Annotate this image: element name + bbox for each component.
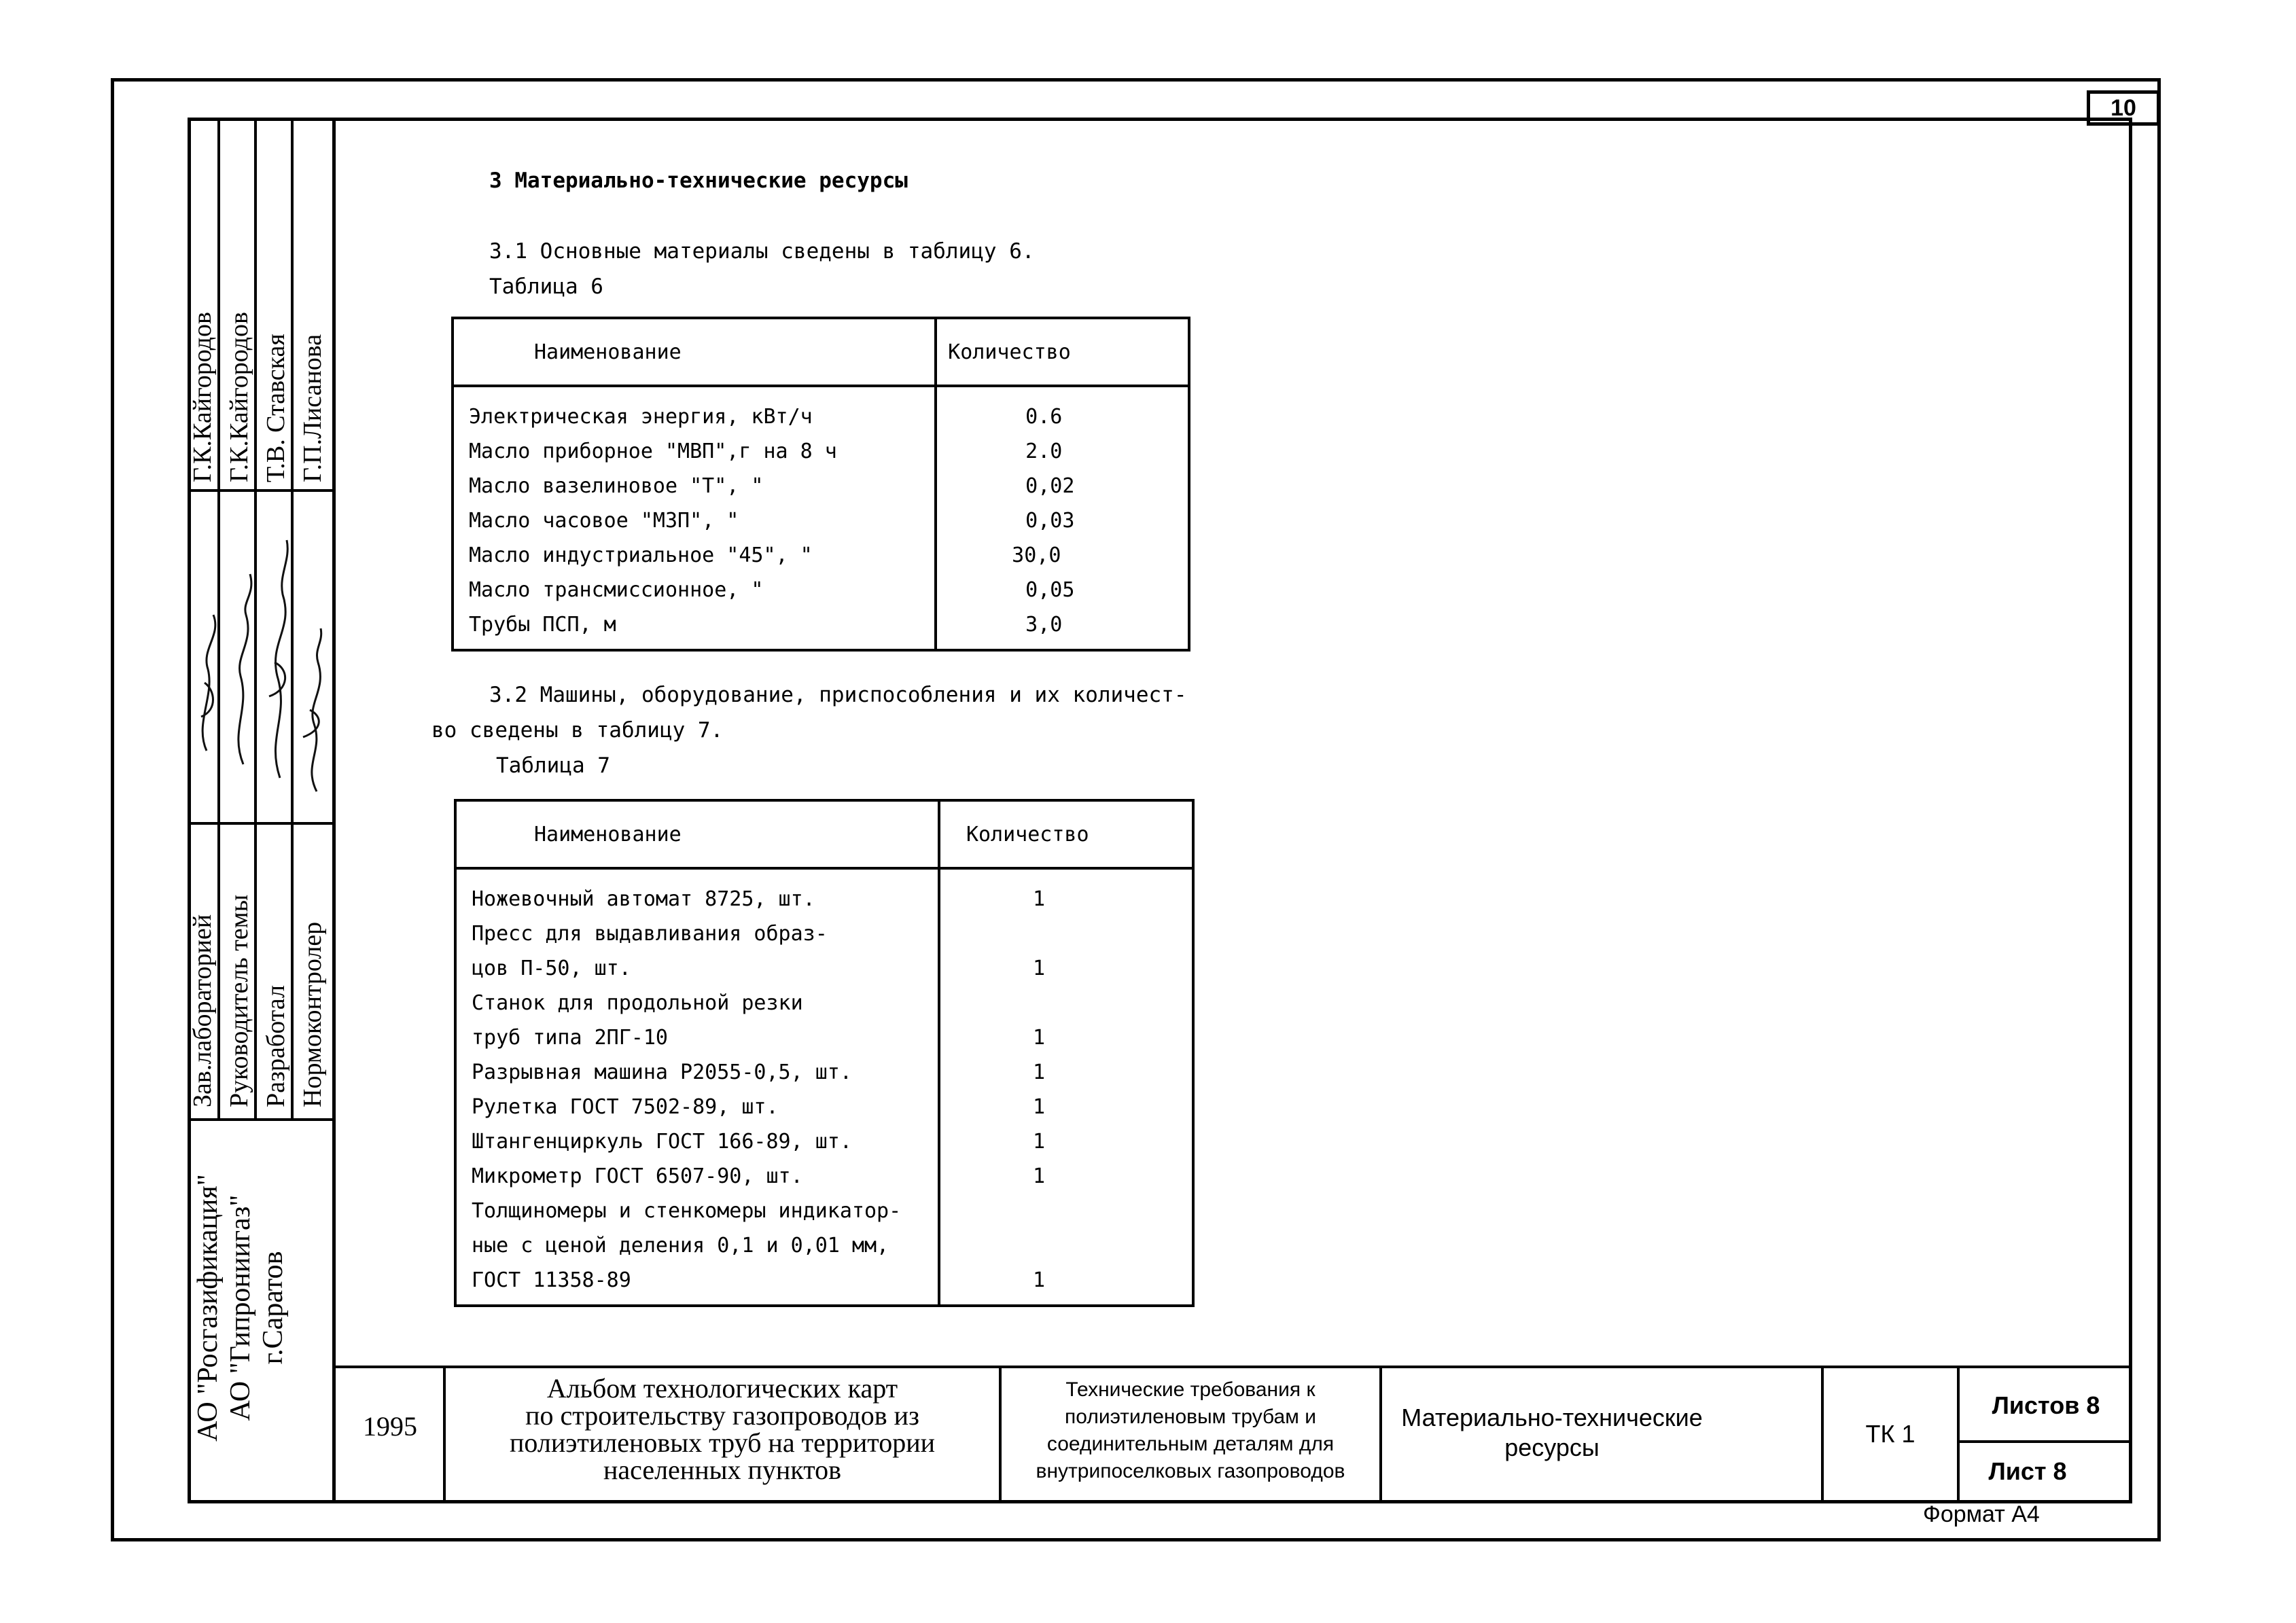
table-row <box>455 1020 1193 1055</box>
cell-qty: 1 <box>939 868 1193 916</box>
table-row <box>453 386 1189 434</box>
cell-name: ные с ценой деления 0,1 и 0,01 мм, <box>455 1228 939 1263</box>
signature-scribbles <box>188 493 336 822</box>
cell-qty: 3,0 <box>936 607 1189 650</box>
cell-qty: 1 <box>939 1055 1193 1090</box>
stamp-divider <box>188 489 336 492</box>
cell-name: Масло вазелиновое "Т", " <box>453 469 936 503</box>
requirements-line: полиэтиленовым трубам и <box>1065 1406 1316 1428</box>
album-line: населенных пунктов <box>603 1455 842 1485</box>
stamp-name: Г.К.Кайгородов <box>225 312 253 482</box>
header-qty: Количество <box>936 318 1189 386</box>
cell-name: Пресс для выдавливания образ- <box>455 916 939 951</box>
header-name: Наименование <box>453 318 936 386</box>
paper-format: Формат А4 <box>1923 1501 2040 1527</box>
cell-qty: 0,05 <box>936 573 1189 607</box>
document-code: ТК 1 <box>1865 1420 1915 1448</box>
album-line: по строительству газопроводов из <box>525 1400 919 1431</box>
page-number: 10 <box>2087 90 2160 126</box>
stamp-name: Г.П.Лисанова <box>298 334 327 482</box>
cell-name: Станок для продольной резки <box>455 986 939 1020</box>
requirements-line: соединительным деталям для <box>1046 1433 1335 1455</box>
cell-qty: 1 <box>939 1090 1193 1124</box>
table-header <box>455 800 1193 868</box>
title-block-top-line <box>336 1366 2132 1368</box>
stamp-role: Разработал <box>262 985 290 1107</box>
cell-name: Рулетка ГОСТ 7502-89, шт. <box>455 1090 939 1124</box>
cell-name: Толщиномеры и стенкомеры индикатор- <box>455 1194 939 1228</box>
cell-name: Масло часовое "МЗП", " <box>453 503 936 538</box>
table7-caption: Таблица 7 <box>496 753 610 778</box>
stamp-role: Зав.лабораторией <box>188 914 217 1107</box>
table-row <box>455 1055 1193 1090</box>
table-row <box>455 1228 1193 1263</box>
cell-name: Масло трансмиссионное, " <box>453 573 936 607</box>
document-title-line: Материально-технические <box>1401 1404 1703 1431</box>
organization <box>192 1138 289 1478</box>
album-title <box>446 1375 999 1484</box>
requirements-line: внутрипоселковых газопроводов <box>1036 1460 1345 1482</box>
cell-qty <box>939 986 1193 1020</box>
cell-qty <box>939 916 1193 951</box>
paragraph-3-2-line2: во сведены в таблицу 7. <box>431 718 724 743</box>
org-line: АО "Росгазификация" <box>192 1174 224 1442</box>
document-title-line: ресурсы <box>1504 1433 1600 1461</box>
title-block-divider <box>1957 1440 2132 1443</box>
cell-name: труб типа 2ПГ-10 <box>455 1020 939 1055</box>
paragraph-3-1: 3.1 Основные материалы сведены в таблицу 6. <box>489 239 1035 264</box>
table-row <box>455 1263 1193 1306</box>
cell-qty: 30,0 <box>936 538 1189 573</box>
table-6 <box>451 317 1190 652</box>
table-row <box>453 469 1189 503</box>
year: 1995 <box>363 1411 417 1442</box>
cell-qty: 0,02 <box>936 469 1189 503</box>
cell-qty <box>939 1194 1193 1228</box>
table6-caption: Таблица 6 <box>489 274 603 299</box>
table-7 <box>454 799 1195 1307</box>
table-row <box>455 868 1193 916</box>
sheet-number: Лист 8 <box>1988 1457 2067 1485</box>
cell-name: Разрывная машина Р2055-0,5, шт. <box>455 1055 939 1090</box>
table-row <box>455 1124 1193 1159</box>
table-row <box>453 503 1189 538</box>
header-qty: Количество <box>939 800 1193 868</box>
sheets-total: Листов 8 <box>1992 1391 2100 1419</box>
table-row <box>455 1159 1193 1194</box>
table-row <box>453 607 1189 650</box>
paragraph-3-2-line1: 3.2 Машины, оборудование, приспособления и их количест- <box>489 683 1187 707</box>
table-row <box>455 916 1193 951</box>
cell-qty: 1 <box>939 1020 1193 1055</box>
cell-qty: 1 <box>939 1124 1193 1159</box>
stamp-name: Г.К.Кайгородов <box>188 312 217 482</box>
header-name: Наименование <box>455 800 939 868</box>
table-row <box>453 538 1189 573</box>
cell-name: Масло индустриальное "45", " <box>453 538 936 573</box>
table-row <box>453 573 1189 607</box>
stamp-divider <box>188 822 336 825</box>
table-row <box>455 951 1193 986</box>
stamp-role: Нормоконтролер <box>298 921 327 1107</box>
cell-name: ГОСТ 11358-89 <box>455 1263 939 1306</box>
cell-qty: 1 <box>939 1263 1193 1306</box>
cell-qty <box>939 1228 1193 1263</box>
table-row <box>455 1090 1193 1124</box>
cell-qty: 2.0 <box>936 434 1189 469</box>
cell-name: Трубы ПСП, м <box>453 607 936 650</box>
document-title <box>1382 1403 1722 1463</box>
stamp-divider <box>188 1118 336 1121</box>
cell-qty: 0,03 <box>936 503 1189 538</box>
table-row <box>455 1194 1193 1228</box>
album-line: полиэтиленовых труб на территории <box>509 1427 935 1458</box>
stamp-name: Т.В. Ставская <box>262 334 290 482</box>
org-line: АО "Гипрониигаз" <box>225 1194 256 1421</box>
cell-qty: 1 <box>939 951 1193 986</box>
cell-name: Штангенциркуль ГОСТ 166-89, шт. <box>455 1124 939 1159</box>
cell-name: Электрическая энергия, кВт/ч <box>453 386 936 434</box>
cell-name: Масло приборное "МВП",г на 8 ч <box>453 434 936 469</box>
cell-name: Микрометр ГОСТ 6507-90, шт. <box>455 1159 939 1194</box>
requirements-line: Технические требования к <box>1065 1378 1315 1401</box>
signatures <box>188 493 336 822</box>
stamp-role: Руководитель темы <box>225 894 253 1107</box>
cell-qty: 1 <box>939 1159 1193 1194</box>
cell-name: Ножевочный автомат 8725, шт. <box>455 868 939 916</box>
cell-qty: 0.6 <box>936 386 1189 434</box>
org-line: г.Саратов <box>258 1251 289 1365</box>
cell-name: цов П-50, шт. <box>455 951 939 986</box>
requirements-title <box>1002 1376 1379 1485</box>
table-row <box>455 986 1193 1020</box>
album-line: Альбом технологических карт <box>546 1373 898 1404</box>
table-header <box>453 318 1189 386</box>
section-heading: 3 Материально-технические ресурсы <box>489 168 908 193</box>
table-row <box>453 434 1189 469</box>
